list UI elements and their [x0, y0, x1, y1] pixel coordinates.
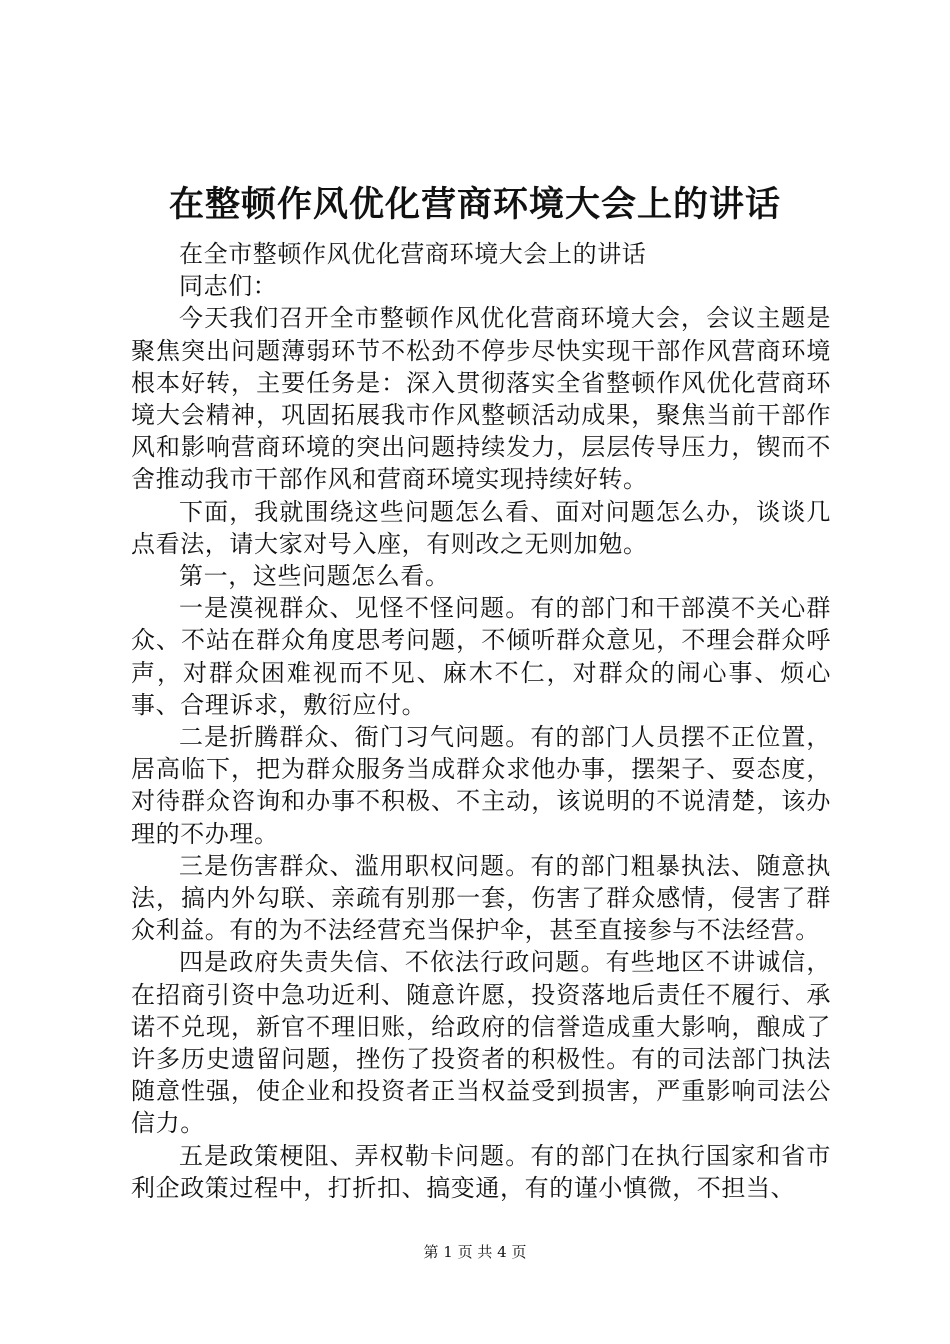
subtitle-paragraph: 在全市整顿作风优化营商环境大会上的讲话 [179, 240, 647, 268]
document-title: 在整顿作风优化营商环境大会上的讲话 [168, 184, 781, 225]
section-heading-paragraph: 第一，这些问题怎么看。 [179, 562, 450, 591]
body-paragraph: 二是折腾群众、衙门习气问题。有的部门人员摆不正位置，居高临下，把为群众服务当成群众求他办事，摆架子、耍态度，对待群众咨询和办事不积极、不主动，该说明的不说清楚，该办理的不办理。 [131, 723, 831, 848]
body-paragraph: 五是政策梗阻、弄权勒卡问题。有的部门在执行国家和省市利企政策过程中，打折扣、搞变通，有的谨小慎微，不担当、 [131, 1141, 831, 1202]
body-paragraph: 下面，我就围绕这些问题怎么看、面对问题怎么办，谈谈几点看法，请大家对号入座，有则改之无则加勉。 [131, 497, 831, 558]
page-number-footer: 第 1 页 共 4 页 [423, 1243, 527, 1261]
document-body [131, 238, 831, 1204]
body-paragraph: 三是伤害群众、滥用职权问题。有的部门粗暴执法、随意执法，搞内外勾联、亲疏有别那一套，伤害了群众感情，侵害了群众利益。有的为不法经营充当保护伞，甚至直接参与不法经营。 [131, 851, 831, 945]
body-paragraph: 今天我们召开全市整顿作风优化营商环境大会，会议主题是聚焦突出问题薄弱环节不松劲不停步尽快实现干部作风营商环境根本好转，主要任务是：深入贯彻落实全省整顿作风优化营商环境大会精神，巩固拓展我市作风整顿活动成果，聚焦当前干部作风和影响营商环境的突出问题持续发力，层层传导压力，锲而不舍推动我市干部作风和营商环境实现持续好转。 [131, 304, 831, 494]
body-paragraph: 四是政府失责失信、不依法行政问题。有些地区不讲诚信，在招商引资中急功近利、随意许愿，投资落地后责任不履行、承诺不兑现，新官不理旧账，给政府的信誉造成重大影响，酿成了许多历史遗留问题，挫伤了投资者的积极性。有的司法部门执法随意性强，使企业和投资者正当权益受到损害，严重影响司法公信力。 [131, 948, 831, 1138]
body-paragraph: 一是漠视群众、见怪不怪问题。有的部门和干部漠不关心群众、不站在群众角度思考问题，不倾听群众意见，不理会群众呼声，对群众困难视而不见、麻木不仁，对群众的闹心事、烦心事、合理诉求，敷衍应付。 [131, 594, 831, 719]
salutation-paragraph: 同志们： [179, 272, 278, 301]
